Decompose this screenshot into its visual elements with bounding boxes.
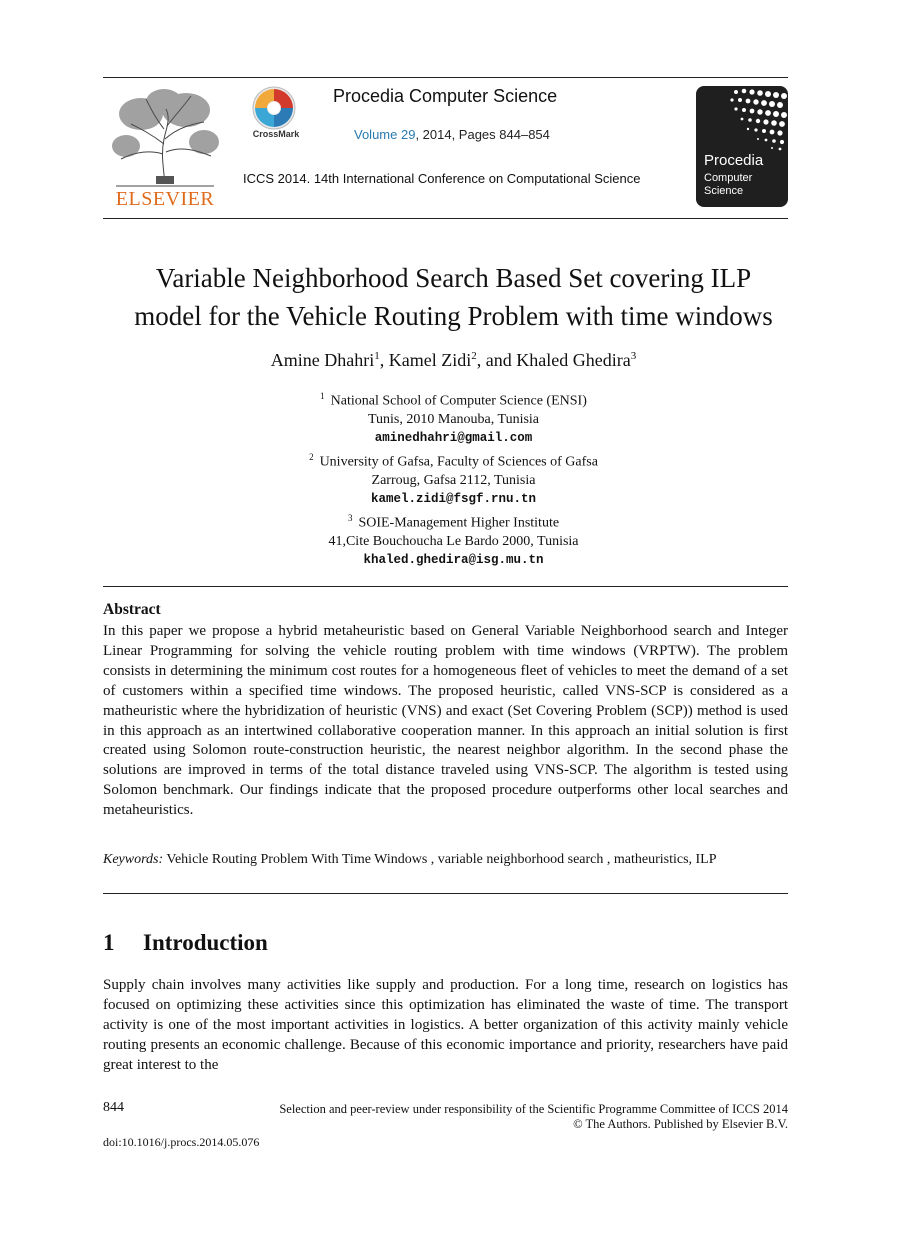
section-number: 1 — [103, 930, 115, 955]
procedia-badge-title: Procedia — [704, 152, 764, 169]
keywords-list: Vehicle Routing Problem With Time Windows , variable neighborhood search , matheuristics, ILP — [166, 852, 717, 867]
author-list: Amine Dhahri$^1$, Kamel Zidi$^2$, and Khaled Ghedira$^3$ — [270, 350, 637, 370]
affiliation-3-sup: 3 — [347, 512, 353, 523]
volume-line — [354, 127, 550, 142]
section-title: Introduction — [143, 930, 268, 955]
volume-link[interactable]: Volume 29 — [354, 127, 416, 142]
paper-title — [60, 259, 847, 335]
conference-line: ICCS 2014. 14th International Conference on Computational Science — [243, 171, 641, 186]
affiliation-3-email[interactable]: khaled.ghedira@isg.mu.tn — [363, 553, 544, 568]
header-bottom-rule — [103, 218, 788, 219]
procedia-badge-line1: Computer — [704, 172, 753, 184]
affiliation-2-address: Zarroug, Gafsa 2112, Tunisia — [371, 472, 536, 488]
elsevier-wordmark: ELSEVIER — [115, 188, 215, 210]
introduction-body: Supply chain involves many activities like supply and production. For a long time, research on logistics has focused on optimizing these activities since this optimization has eliminated the waste of time. The transport activity is one of the most important activities in logistics. A better organization of this activity mainly vehicle routing presents an economic challenge. Because of this economic importance and priority, researchers have paid great interest to the — [103, 977, 788, 1073]
affiliation-2-line1: University of Gafsa, Faculty of Sciences of Gafsa — [319, 454, 598, 470]
author-2: Kamel Zidi — [388, 350, 472, 370]
affiliation-1-email[interactable]: aminedhahri@gmail.com — [374, 431, 533, 446]
affiliation-3-line1: SOIE-Management Higher Institute — [358, 515, 560, 531]
affiliation-2-name — [60, 448, 847, 472]
keywords — [103, 850, 788, 870]
affiliation-1-line1: National School of Computer Science (ENSI) — [330, 393, 587, 409]
volume-pages: , 2014, Pages 844–854 — [415, 127, 550, 142]
author-3: Khaled Ghedira — [516, 350, 631, 370]
crossmark-icon[interactable] — [251, 85, 297, 131]
author-3-sup: 3 — [630, 350, 637, 362]
abstract-heading: Abstract — [103, 601, 161, 618]
abstract-body: In this paper we propose a hybrid metaheuristic based on General Variable Neighborhood search and Integer Linear Programming for solving the vehicle routing problem with time windows (VRPTW). The problem consists in determining the minimum cost routes for a homogeneous fleet of vehicles to meet the demand of a set of customers within a specified time windows. The proposed heuristic, called VNS-SCP is considered as a matheuristic where the hybridization of heuristic (VNS) and exact (Set Covering Problem (SCP)) method is used in this approach as an intertwined collaborative cooperation manner. In this approach an initial solution is first created using Solomon route-construction heuristic, the nearest neighbor algorithm. In the second phase the solutions are improved in terms of the total distance traveled using VNS-SCP. The algorithm is tested using Solomon benchmark. Our findings indicate that the proposed procedure outperforms other local searches and metaheuristics. — [103, 623, 788, 819]
keywords-label: Keywords: — [103, 852, 164, 867]
abstract-top-rule — [103, 586, 788, 587]
author-1: Amine Dhahri — [270, 350, 375, 370]
doi[interactable]: doi:10.1016/j.procs.2014.05.076 — [103, 1135, 260, 1149]
affiliations — [60, 387, 847, 570]
affiliation-2-email[interactable]: kamel.zidi@fsgf.rnu.tn — [370, 492, 537, 507]
procedia-badge-subtitle — [704, 172, 752, 198]
page-number: 844 — [103, 1100, 124, 1115]
header-top-rule — [103, 77, 788, 78]
abstract-bottom-rule — [103, 893, 788, 894]
author-1-sup: 1 — [374, 350, 380, 362]
affiliation-1-name — [60, 387, 847, 411]
footer-review-note: Selection and peer-review under responsibility of the Scientific Programme Committee of ICCS 2014 — [279, 1102, 788, 1116]
section-heading-introduction — [103, 930, 268, 956]
affiliation-1-address: Tunis, 2010 Manouba, Tunisia — [367, 412, 540, 428]
affiliation-3-address: 41,Cite Bouchoucha Le Bardo 2000, Tunisia — [328, 533, 579, 549]
affiliation-2-sup: 2 — [309, 451, 314, 462]
paper-title-line2: model for the Vehicle Routing Problem with time windows — [134, 301, 773, 331]
footer-copyright: © The Authors. Published by Elsevier B.V. — [573, 1117, 788, 1131]
affiliation-1-sup: 1 — [320, 391, 325, 401]
paper-title-line1: Variable Neighborhood Search Based Set covering ILP — [155, 263, 752, 293]
author-2-sup: 2 — [471, 350, 477, 362]
procedia-cover-logo — [696, 86, 788, 207]
crossmark-label: CrossMark — [252, 129, 300, 139]
procedia-badge-line2: Science — [704, 185, 744, 197]
affiliation-3-name — [60, 509, 847, 533]
journal-name[interactable]: Procedia Computer Science — [333, 86, 558, 106]
